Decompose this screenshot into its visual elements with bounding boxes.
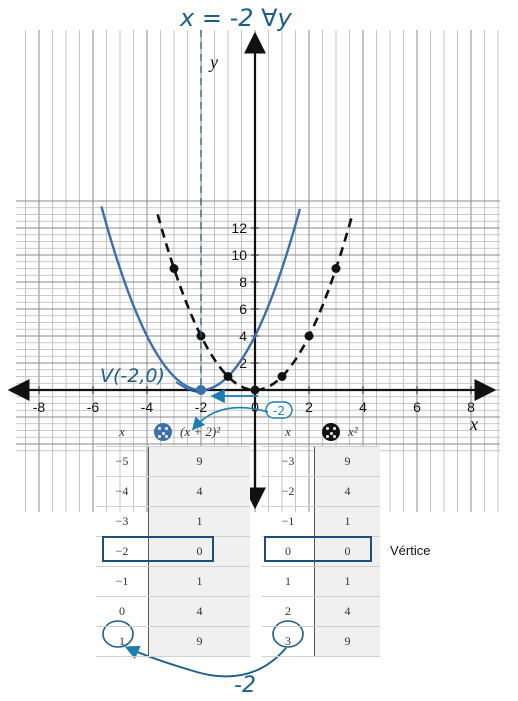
cell-y: 4 — [314, 597, 380, 626]
data-point-x-squared — [224, 372, 233, 381]
axes — [12, 36, 492, 505]
x-tick-label: 2 — [305, 399, 313, 415]
cell-x: −3 — [115, 514, 129, 528]
table-row — [262, 566, 380, 596]
x-tick-label: 0 — [251, 399, 259, 415]
shift-bottom-label: -2 — [234, 673, 256, 698]
cell-x: −2 — [281, 484, 295, 498]
dot — [158, 427, 161, 430]
y-tick-label: 2 — [239, 355, 247, 371]
cell-y: 1 — [314, 507, 380, 536]
cell-y: 4 — [148, 597, 250, 626]
table-row — [262, 476, 380, 506]
x-axis-label: x — [470, 414, 478, 434]
y-tick-label: 8 — [239, 274, 247, 290]
table-row — [96, 506, 250, 536]
cell-y: 4 — [314, 477, 380, 506]
cell-y: 9 — [314, 627, 380, 656]
axis-of-symmetry-label: x = -2 ∀y — [180, 4, 292, 32]
table-row — [96, 476, 250, 506]
data-point-x-squared — [278, 372, 287, 381]
y-axis-label: y — [210, 52, 218, 72]
table-row — [262, 506, 380, 536]
dot — [330, 432, 333, 435]
dot — [158, 435, 161, 438]
data-point-x-squared — [305, 332, 314, 341]
vertex-label: Vértice — [390, 543, 431, 558]
dot — [165, 435, 168, 438]
cell-x: 1 — [119, 634, 125, 648]
cell-x: −5 — [115, 454, 129, 468]
table-row — [262, 626, 380, 657]
dot — [165, 427, 168, 430]
table-row — [96, 596, 250, 626]
cell-y: 9 — [148, 627, 250, 656]
x-tick-label: -4 — [140, 399, 154, 415]
x-tick-label: 8 — [467, 399, 475, 415]
cell-x: 0 — [285, 544, 291, 558]
cell-x: −1 — [281, 514, 295, 528]
vertex-annotation: V(-2,0) — [100, 365, 165, 387]
dot — [333, 435, 336, 438]
cell-y: 1 — [148, 507, 250, 536]
dots-icon — [322, 423, 340, 441]
dot — [162, 432, 165, 435]
data-point-x-squared — [170, 264, 179, 273]
y-tick-label: 6 — [239, 301, 247, 317]
cell-x: −1 — [115, 574, 129, 588]
cell-x: −3 — [281, 454, 295, 468]
cell-y: 1 — [314, 567, 380, 596]
table-left-x-header: x — [119, 424, 125, 439]
dot — [326, 435, 329, 438]
table-left — [96, 418, 250, 650]
table-row — [96, 626, 250, 657]
data-point-x-squared — [251, 386, 260, 395]
dots-icon — [154, 423, 172, 441]
y-tick-label: 4 — [239, 328, 247, 344]
cell-y: 0 — [314, 537, 380, 566]
dot — [333, 427, 336, 430]
cell-x: 2 — [285, 604, 291, 618]
cell-x: −2 — [115, 544, 129, 558]
highlight-left-vertex-row — [102, 536, 214, 562]
cell-y: 9 — [314, 447, 380, 476]
shift-badge: -2 — [273, 404, 285, 418]
y-tick-label: 12 — [231, 220, 247, 236]
cell-x: −4 — [115, 484, 129, 498]
cell-x: 0 — [119, 604, 125, 618]
table-right-x-header: x — [285, 424, 291, 439]
table-row — [96, 446, 250, 476]
cell-y: 0 — [148, 537, 250, 566]
cell-y: 1 — [148, 567, 250, 596]
table-right-header — [262, 418, 380, 446]
table-row — [262, 596, 380, 626]
cell-y: 4 — [148, 477, 250, 506]
data-point-x-squared — [332, 264, 341, 273]
table-left-header — [96, 418, 250, 446]
table-right — [262, 418, 380, 650]
highlight-right-vertex-row — [264, 536, 372, 562]
cell-x: 3 — [285, 634, 291, 648]
grid — [16, 30, 500, 512]
table-left-f-header: (x + 2)² — [180, 424, 221, 439]
cell-x: 1 — [285, 574, 291, 588]
y-tick-label: 10 — [231, 247, 247, 263]
x-tick-label: -2 — [194, 399, 208, 415]
x-tick-label: 6 — [413, 399, 421, 415]
table-row — [96, 566, 250, 596]
table-right-f-header: x² — [348, 424, 358, 439]
x-tick-label: -6 — [86, 399, 100, 415]
cell-y: 9 — [148, 447, 250, 476]
table-row — [262, 446, 380, 476]
x-tick-label: -8 — [32, 399, 46, 415]
dot — [326, 427, 329, 430]
x-tick-label: 4 — [359, 399, 367, 415]
